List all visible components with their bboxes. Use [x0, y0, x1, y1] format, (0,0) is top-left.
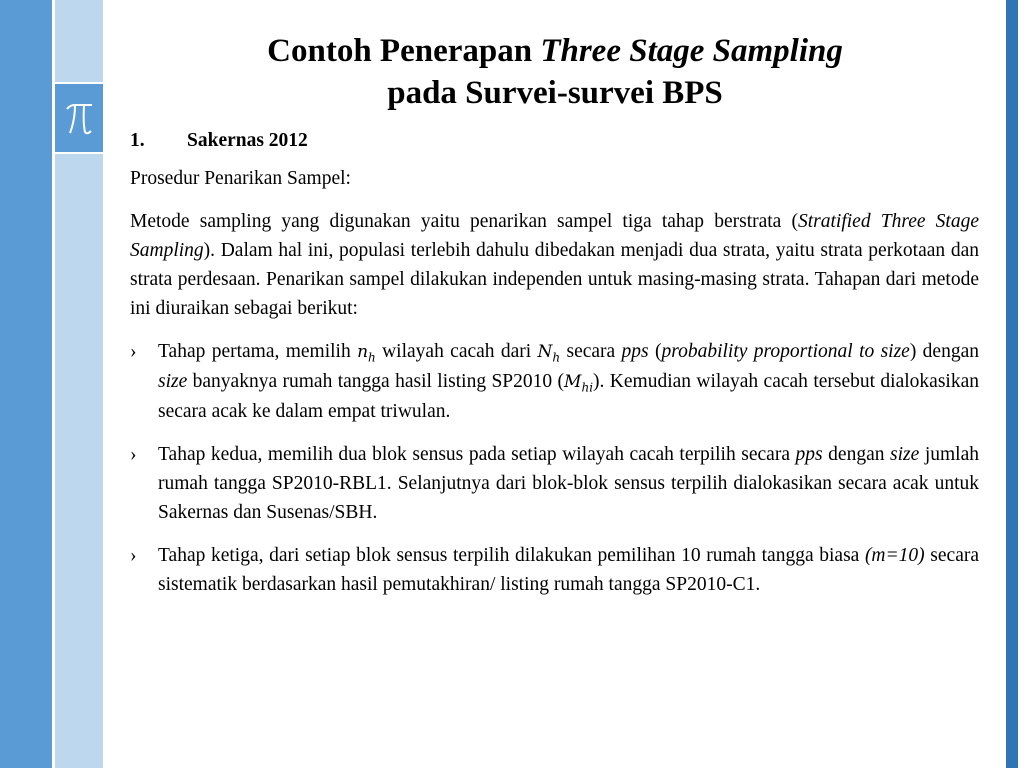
pi-icon [64, 100, 94, 136]
slide-content [130, 126, 979, 613]
bullet-mark: › [130, 341, 137, 362]
math-M [564, 372, 594, 395]
list-item [130, 337, 979, 426]
text-segment: Tahap ketiga, dari setiap blok sensus terpilih dilakukan pemilihan 10 rumah tangga biasa [158, 545, 865, 566]
list-item [130, 440, 979, 527]
section-heading [130, 126, 979, 155]
intro-text-2: ). Dalam hal ini, populasi terlebih dahulu dibedakan menjadi dua strata, yaitu strata perkotaan dan strata perdesaan. Penarikan sampel dilakukan independen untuk masing-masing strata. Tahapan dari metode ini diuraikan sebagai berikut: [130, 240, 979, 319]
bullet-text [158, 541, 979, 599]
math-var: M [564, 372, 582, 392]
italic-segment: pps [795, 444, 823, 465]
bullet-mark: › [130, 444, 137, 465]
heading-number: 1. [130, 130, 145, 151]
math-N [537, 342, 561, 365]
math-var: n [357, 342, 369, 362]
text-segment: dengan [822, 444, 891, 465]
title-line-2: pada Survei-survei BPS [387, 75, 723, 111]
text-segment: Tahap pertama, memilih [158, 341, 358, 362]
slide-title [130, 30, 980, 114]
math-sub: h [368, 350, 376, 365]
heading-text: Sakernas 2012 [187, 130, 308, 151]
italic-segment: size [158, 371, 188, 392]
intro-paragraph [130, 207, 979, 323]
intro-italic: Stratified Three Stage Sampling [130, 211, 979, 261]
logo-box [55, 82, 103, 154]
right-accent-bar [1006, 0, 1018, 768]
text-segment: banyaknya rumah tangga hasil listing SP2010 ( [187, 371, 565, 392]
math-n [357, 342, 376, 365]
math-sub: h [552, 350, 561, 365]
italic-segment: (m=10) [864, 545, 925, 566]
italic-segment: probability proportional to size [661, 341, 910, 362]
text-segment: ). Kemudian wilayah cacah tersebut dialokasikan secara acak ke dalam empat triwulan. [158, 371, 979, 422]
bullet-mark: › [130, 545, 137, 566]
italic-segment: size [890, 444, 920, 465]
left-accent-bar [0, 0, 52, 768]
text-segment: secara sistematik berdasarkan hasil pemutakhiran/ listing rumah tangga SP2010-C1. [158, 545, 979, 595]
text-segment: secara [560, 341, 622, 362]
title-line-1 [130, 30, 980, 72]
math-var: N [537, 342, 553, 362]
text-segment: Tahap kedua, memilih dua blok sensus pada setiap wilayah cacah terpilih secara [158, 444, 796, 465]
bullet-text [158, 440, 979, 527]
list-item [130, 541, 979, 599]
italic-segment: pps [621, 341, 649, 362]
text-segment: ) dengan [909, 341, 979, 362]
intro-text-1: Metode sampling yang digunakan yaitu penarikan sampel tiga tahap berstrata ( [130, 211, 798, 232]
procedure-label: Prosedur Penarikan Sampel: [130, 168, 351, 189]
bullet-text [158, 337, 979, 426]
math-sub: hi [581, 380, 594, 395]
title-italic: Three Stage Sampling [540, 33, 843, 69]
text-segment: ( [648, 341, 662, 362]
title-prefix: Contoh Penerapan [267, 33, 541, 69]
text-segment: wilayah cacah dari [375, 341, 538, 362]
text-segment: jumlah rumah tangga SP2010-RBL1. Selanjutnya dari blok-blok sensus terpilih dialokasikan secara acak untuk Sakernas dan Susenas/SBH. [158, 444, 979, 523]
